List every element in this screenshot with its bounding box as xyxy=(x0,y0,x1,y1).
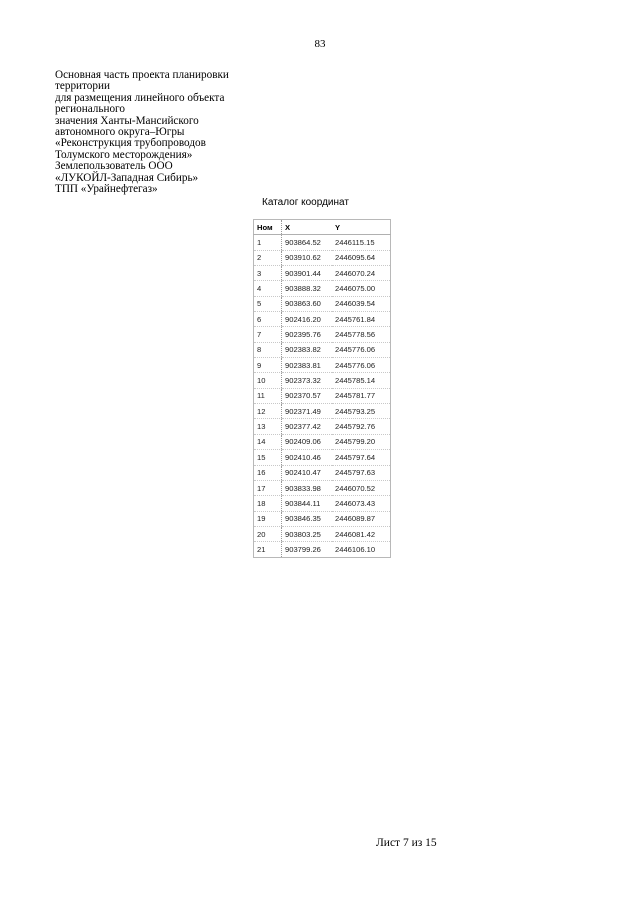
cell-number: 7 xyxy=(254,327,282,342)
coordinates-table xyxy=(253,219,391,558)
cell-x: 903833.98 xyxy=(282,480,333,495)
cell-number: 1 xyxy=(254,235,282,250)
header-line: Основная часть проекта планировки xyxy=(55,69,229,81)
cell-y: 2445781.77 xyxy=(332,388,391,403)
cell-y: 2446106.10 xyxy=(335,544,376,554)
cell-x: 902377.42 xyxy=(282,419,333,434)
table-row xyxy=(254,526,391,541)
table-row xyxy=(254,250,391,265)
cell-number: 3 xyxy=(254,266,282,281)
header-line: регионального xyxy=(55,103,125,116)
table-row xyxy=(254,465,391,480)
cell-y: 2446070.24 xyxy=(332,266,391,281)
header-line: автономного округа–Югры xyxy=(55,126,185,139)
cell-number: 11 xyxy=(254,388,282,403)
table-row xyxy=(254,496,391,511)
cell-x: 902410.47 xyxy=(282,465,333,480)
cell-y: 2446075.00 xyxy=(332,281,391,296)
cell-y: 2445799.20 xyxy=(332,434,391,449)
table-row xyxy=(254,542,391,557)
cell-y: 2445776.06 xyxy=(332,358,391,373)
cell-y: 2445792.76 xyxy=(332,419,391,434)
cell-number: 21 xyxy=(257,544,266,554)
cell-y: 2445793.25 xyxy=(332,404,391,419)
cell-x: 903846.35 xyxy=(282,511,333,526)
cell-y: 2446039.54 xyxy=(332,296,391,311)
table-row xyxy=(254,281,391,296)
column-header-y: Y xyxy=(332,220,391,235)
cell-x: 902370.57 xyxy=(282,388,333,403)
cell-number: 15 xyxy=(254,450,282,465)
cell-x: 903864.52 xyxy=(282,235,333,250)
cell-y: 2446070.52 xyxy=(332,480,391,495)
cell-y: 2445785.14 xyxy=(332,373,391,388)
cell-x: 903901.44 xyxy=(282,266,333,281)
cell-number: 2 xyxy=(254,250,282,265)
table-row xyxy=(254,296,391,311)
cell-y: 2445797.64 xyxy=(332,450,391,465)
document-header xyxy=(55,70,255,195)
header-line: «Реконструкция трубопроводов xyxy=(55,137,206,150)
cell-x: 902371.49 xyxy=(282,404,333,419)
cell-number: 13 xyxy=(254,419,282,434)
header-line: ТПП «Урайнефтегаз» xyxy=(55,183,158,196)
header-line: значения Ханты-Мансийского xyxy=(55,114,199,127)
cell-number: 20 xyxy=(254,526,282,541)
catalog-title: Каталог координат xyxy=(262,197,349,208)
cell-y: 2446073.43 xyxy=(332,496,391,511)
cell-x: 902410.46 xyxy=(282,450,333,465)
table-row xyxy=(254,358,391,373)
cell-number: 12 xyxy=(254,404,282,419)
cell-number: 4 xyxy=(254,281,282,296)
cell-x: 902373.32 xyxy=(282,373,333,388)
table-row xyxy=(254,388,391,403)
cell-x: 902416.20 xyxy=(282,312,333,327)
cell-x: 902383.81 xyxy=(282,358,333,373)
cell-number: 18 xyxy=(254,496,282,511)
cell-number: 9 xyxy=(254,358,282,373)
cell-x: 903803.25 xyxy=(282,526,333,541)
cell-y: 2446081.42 xyxy=(332,526,391,541)
table-row xyxy=(254,266,391,281)
cell-y: 2445797.63 xyxy=(332,465,391,480)
table-row xyxy=(254,434,391,449)
header-line: Толумского месторождения» xyxy=(55,148,193,161)
cell-y: 2446115.15 xyxy=(332,235,391,250)
table-row xyxy=(254,312,391,327)
table-row xyxy=(254,404,391,419)
cell-x: 902395.76 xyxy=(282,327,333,342)
header-line: территории xyxy=(55,80,110,93)
table-row xyxy=(254,373,391,388)
sheet-info: Лист 7 из 15 xyxy=(376,837,437,849)
cell-y: 2446095.64 xyxy=(332,250,391,265)
table-body xyxy=(254,235,391,557)
table-row xyxy=(254,235,391,250)
column-header-x: X xyxy=(282,220,333,235)
column-header-number: Ном xyxy=(254,220,282,235)
cell-number: 10 xyxy=(254,373,282,388)
cell-y: 2445778.56 xyxy=(332,327,391,342)
cell-x: 902383.82 xyxy=(282,342,333,357)
page-number: 83 xyxy=(314,38,326,50)
cell-number: 19 xyxy=(254,511,282,526)
cell-y: 2445776.06 xyxy=(332,342,391,357)
table-row xyxy=(254,450,391,465)
table-row xyxy=(254,480,391,495)
header-line: для размещения линейного объекта xyxy=(55,91,225,104)
cell-number: 8 xyxy=(254,342,282,357)
cell-y: 2446089.87 xyxy=(332,511,391,526)
cell-x: 903799.26 xyxy=(282,542,333,557)
table-row xyxy=(254,327,391,342)
table-row xyxy=(254,342,391,357)
cell-x: 902409.06 xyxy=(282,434,333,449)
cell-x: 903888.32 xyxy=(282,281,333,296)
cell-number: 6 xyxy=(254,312,282,327)
header-line: Землепользователь ООО xyxy=(55,160,173,173)
cell-number: 17 xyxy=(254,480,282,495)
table-header-row xyxy=(254,220,391,235)
cell-x: 903844.11 xyxy=(282,496,333,511)
cell-number: 16 xyxy=(254,465,282,480)
table-row xyxy=(254,419,391,434)
cell-number: 14 xyxy=(254,434,282,449)
cell-number: 5 xyxy=(254,296,282,311)
cell-x: 903863.60 xyxy=(282,296,333,311)
cell-y: 2445761.84 xyxy=(332,312,391,327)
table-row xyxy=(254,511,391,526)
header-line: «ЛУКОЙЛ-Западная Сибирь» xyxy=(55,171,199,184)
cell-x: 903910.62 xyxy=(282,250,333,265)
